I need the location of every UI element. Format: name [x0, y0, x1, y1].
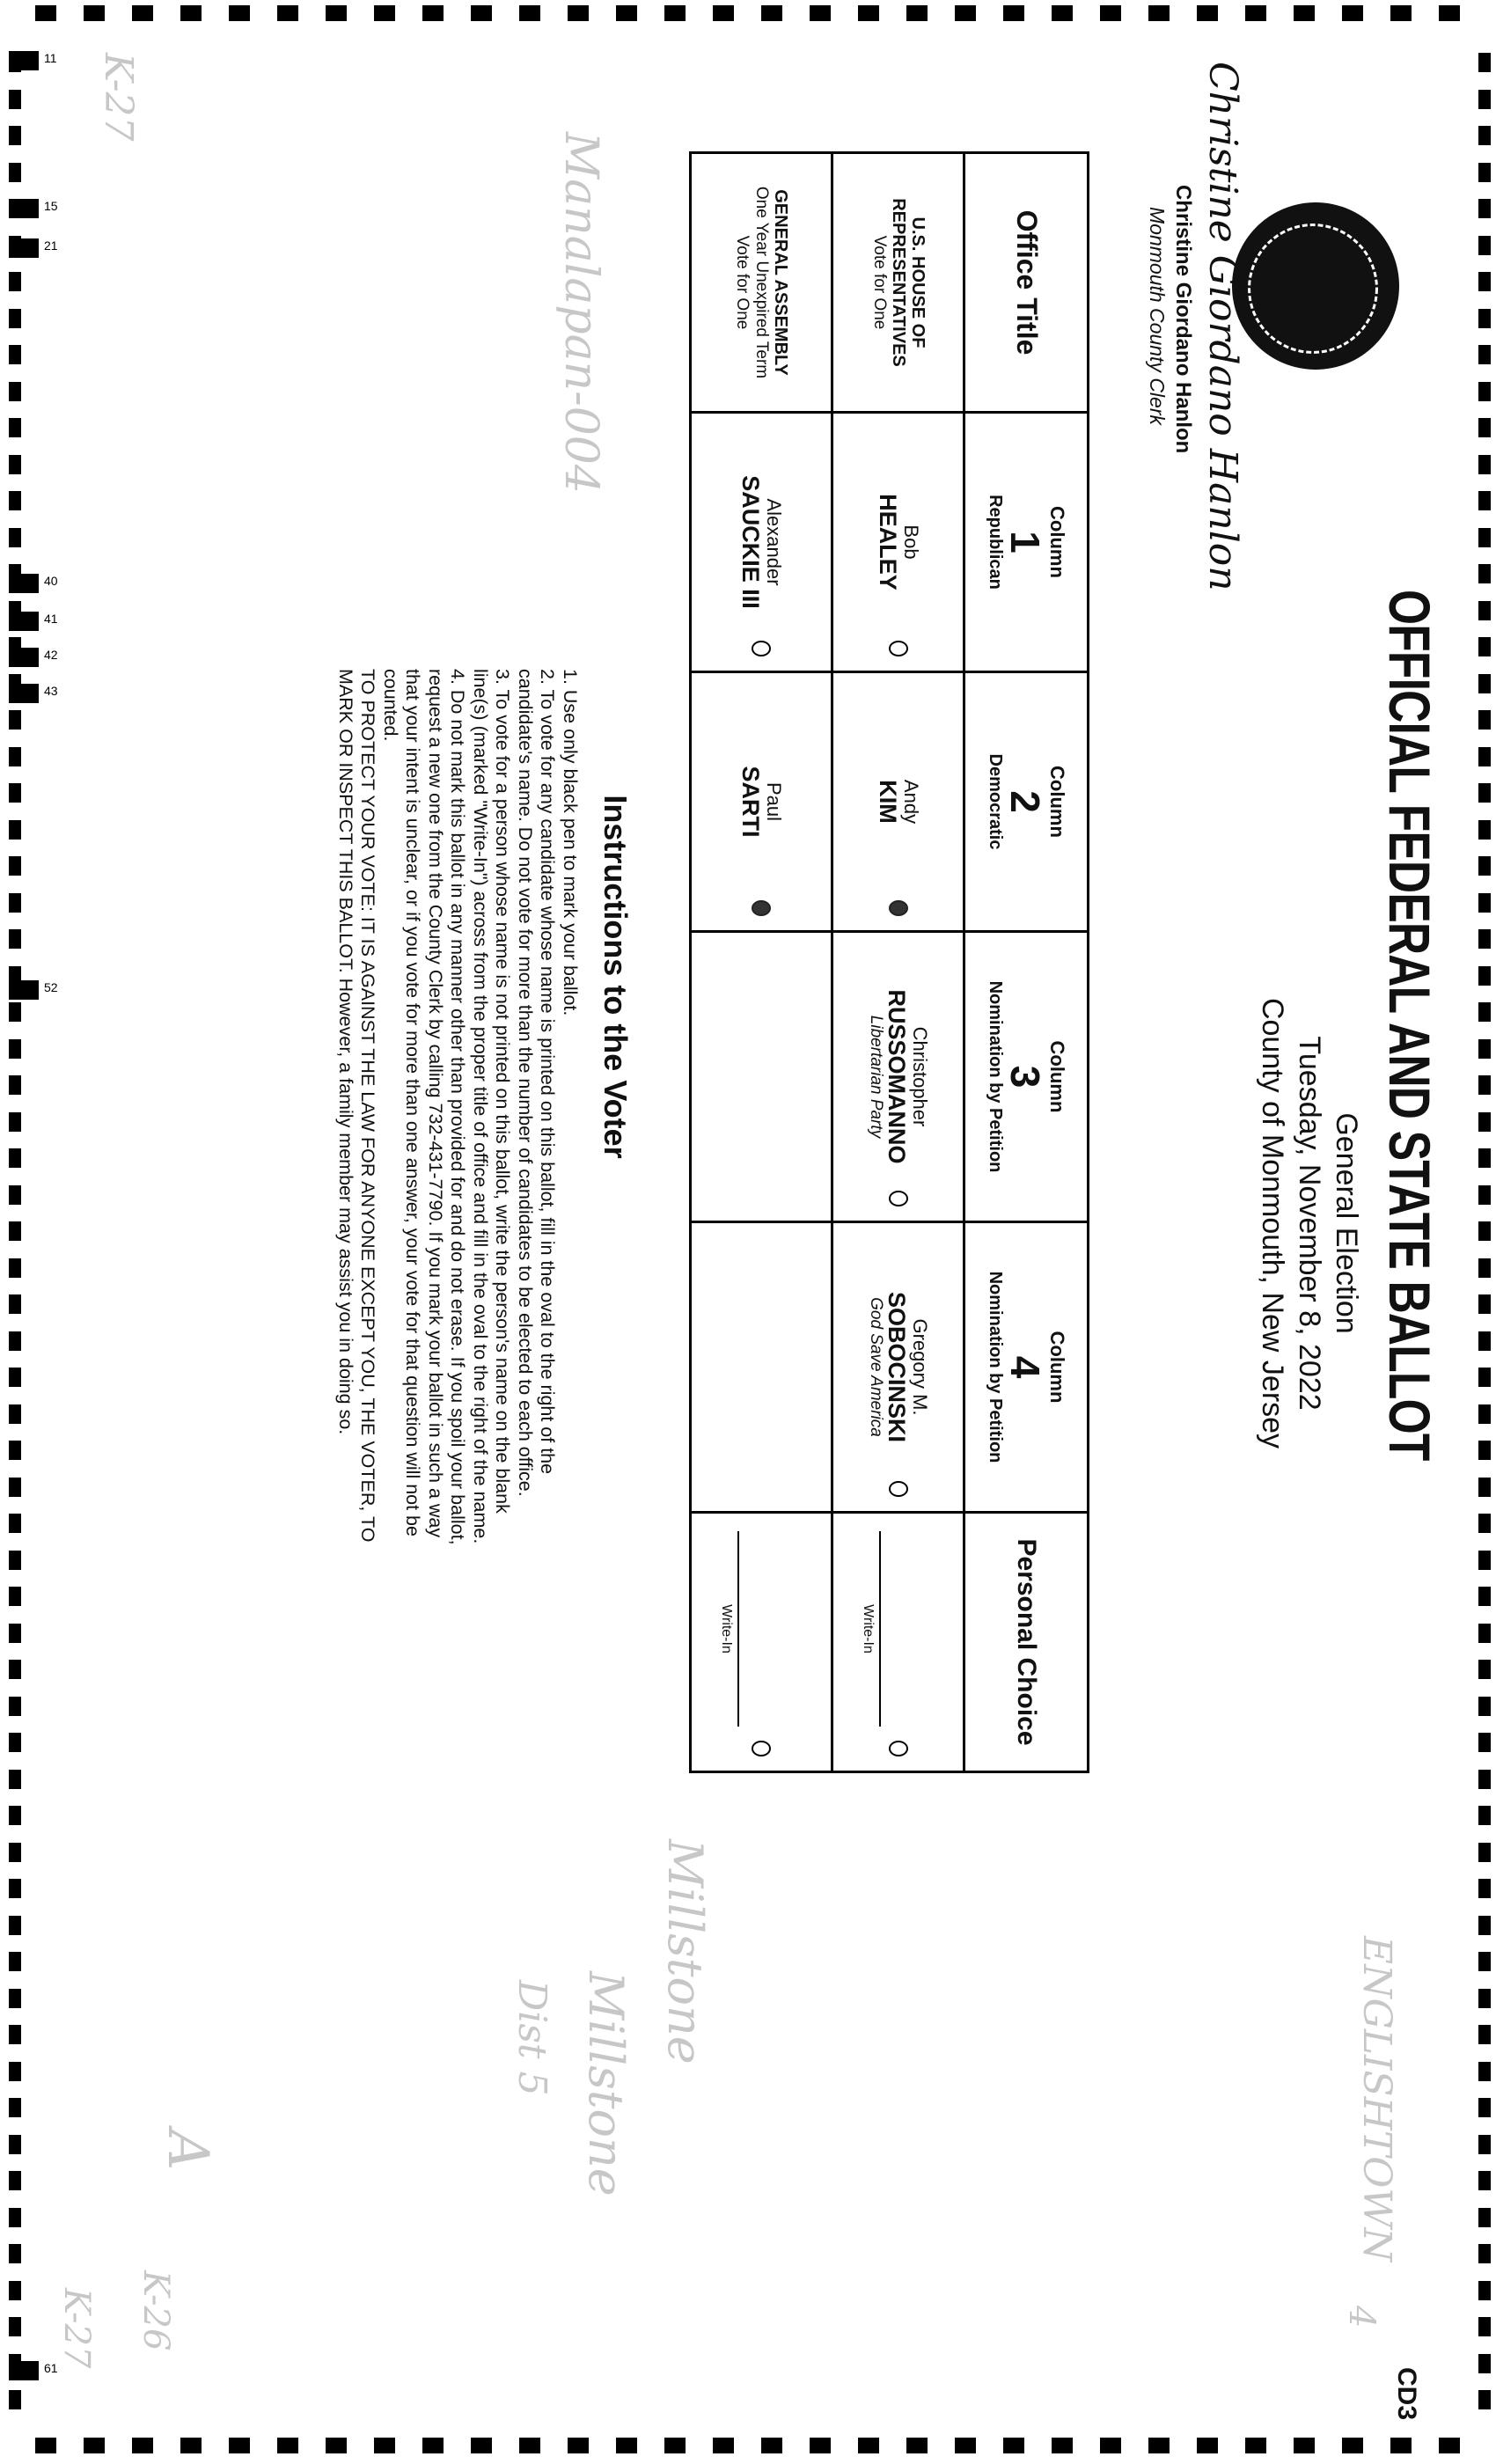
candidate-last-name: SARTI [737, 766, 764, 838]
candidate-first-name: Alexander [762, 498, 785, 586]
candidate-last-name: HEALEY [874, 494, 901, 590]
vote-oval[interactable] [752, 1741, 771, 1756]
candidate-last-name: KIM [874, 780, 901, 824]
clerk-name: Christine Giordano Hanlon [1171, 185, 1195, 454]
ballot-table [689, 151, 1089, 1773]
pencil-note: K-27 [56, 2288, 97, 2369]
instruction-item: 4. Do not mark this ballot in any manner other than provided for and do not erase. If you spoil your ballot, request a new one from the County Clerk by calling 732-431-7790. If you mark your ballot in such a way that your intent is unclear, or if you vote for more than one answer, your vote for that question will not be counted. [380, 669, 469, 1545]
column-number: 4 [1001, 1355, 1048, 1379]
candidate-cell[interactable] [832, 932, 964, 1222]
candidate-last-name: SOBOCINSKI [883, 1291, 910, 1443]
write-in-line[interactable]: Write-In [718, 1531, 739, 1727]
vote-for: Vote for One [732, 235, 752, 330]
office-name: U.S. HOUSE OF REPRESENTATIVES [888, 198, 928, 367]
column-header-2 [964, 672, 1089, 932]
instructions-heading: Instructions to the Voter [598, 795, 634, 1159]
column-word: Column [1045, 766, 1068, 838]
candidate-first-name: Gregory M. [908, 1318, 931, 1416]
column-party: Republican [985, 495, 1005, 590]
column-word: Column [1045, 506, 1068, 578]
column-number: 2 [1001, 790, 1048, 813]
pencil-note: Manalapan-004 [554, 132, 607, 494]
office-subtitle: One Year Unexpired Term [752, 186, 771, 379]
clerk-title: Monmouth County Clerk [1146, 207, 1169, 425]
column-header-row [964, 153, 1089, 1772]
vote-oval[interactable] [889, 1481, 908, 1497]
vote-oval[interactable] [752, 641, 771, 656]
write-in-line[interactable]: Write-In [860, 1531, 881, 1727]
candidate-first-name: Paul [762, 781, 785, 822]
timing-mark-number: 11 [44, 51, 57, 65]
instruction-item: 3. To vote for a person whose name is not printed on this ballot, write the person's name on the blank line(s) (marked "Write-In") across from the proper title of office and fill in the oval to the right of the name. [470, 669, 514, 1544]
column-number: 1 [1001, 531, 1048, 554]
office-row-house [832, 153, 964, 1772]
office-title-header: Office Title [964, 153, 1089, 413]
timing-mark-number: 15 [44, 199, 58, 213]
county-seal [1232, 202, 1399, 370]
pencil-note: A [155, 2130, 220, 2171]
county: County of Monmouth, New Jersey [1256, 997, 1289, 1449]
ballot-code: CD3 [1392, 2367, 1421, 2421]
personal-choice-header: Personal Choice [964, 1513, 1089, 1772]
candidate-first-name: Christopher [908, 1026, 931, 1127]
empty-cell [691, 1222, 832, 1513]
vote-oval[interactable] [889, 641, 908, 656]
pencil-note: Dist 5 [510, 1980, 554, 2096]
vote-oval[interactable] [889, 1741, 908, 1756]
candidate-cell[interactable] [832, 413, 964, 672]
office-title-house [832, 153, 964, 413]
vote-for: Vote for One [869, 235, 889, 330]
column-word: Column [1045, 1040, 1068, 1113]
column-header-4 [964, 1222, 1089, 1513]
timing-mark-number: 43 [44, 684, 58, 698]
column-party: Nomination by Petition [985, 1271, 1005, 1463]
pencil-note: ENGLISHTOWN [1354, 1936, 1399, 2262]
vote-oval-filled[interactable] [889, 900, 908, 916]
instructions-body [334, 669, 582, 1549]
column-header-3 [964, 932, 1089, 1222]
candidate-slogan: Libertarian Party [866, 1015, 885, 1139]
pencil-note: K-26 [136, 2270, 176, 2351]
pencil-note: K-27 [96, 53, 141, 142]
ballot-title: OFFICIAL FEDERAL AND STATE BALLOT [1377, 590, 1442, 1461]
office-row-assembly [691, 153, 832, 1772]
pencil-note: Millstone [657, 1839, 713, 2064]
vote-oval[interactable] [889, 1191, 908, 1206]
timing-mark-number: 52 [44, 980, 58, 994]
instruction-item: 1. Use only black pen to mark your ballot. [560, 669, 581, 1016]
office-name: GENERAL ASSEMBLY [770, 189, 790, 376]
candidate-cell[interactable] [691, 413, 832, 672]
candidate-first-name: Andy [899, 779, 922, 825]
candidate-cell[interactable] [832, 672, 964, 932]
candidate-cell[interactable] [832, 1222, 964, 1513]
timing-mark-number: 21 [44, 238, 58, 253]
timing-mark-number: 41 [44, 612, 58, 626]
election-type: General Election [1330, 1112, 1363, 1334]
vote-oval-filled[interactable] [752, 900, 771, 916]
write-in-cell[interactable] [691, 1513, 832, 1772]
column-header-1 [964, 413, 1089, 672]
pencil-note: 4 [1341, 2306, 1382, 2328]
office-title-assembly [691, 153, 832, 413]
candidate-slogan: God Save America [866, 1297, 885, 1437]
column-number: 3 [1001, 1065, 1048, 1089]
candidate-cell[interactable] [691, 672, 832, 932]
column-word: Column [1045, 1331, 1068, 1404]
timing-mark-number: 40 [44, 574, 58, 588]
write-in-cell[interactable] [832, 1513, 964, 1772]
empty-cell [691, 932, 832, 1222]
instruction-item: 2. To vote for any candidate whose name is printed on this ballot, fill in the oval to the right of the candidate's name. Do not vote for more than the number of candidates to be elected to each office. [515, 669, 559, 1497]
clerk-signature: Christine Giordano Hanlon [1200, 62, 1245, 591]
column-party: Nomination by Petition [985, 980, 1005, 1173]
pencil-note: Millstone [578, 1971, 634, 2196]
timing-mark-number: 61 [44, 2361, 58, 2375]
candidate-last-name: RUSSOMANNO [883, 989, 910, 1164]
election-date: Tuesday, November 8, 2022 [1293, 1036, 1326, 1411]
instruction-item: TO PROTECT YOUR VOTE: IT IS AGAINST THE LAW FOR ANYONE EXCEPT YOU, THE VOTER, TO MARK OR INSPECT THIS BALLOT. However, a family member may assist you in doing so. [335, 669, 379, 1543]
column-party: Democratic [985, 753, 1005, 850]
timing-mark-number: 42 [44, 648, 58, 662]
candidate-first-name: Bob [899, 524, 922, 560]
candidate-last-name: SAUCKIE III [737, 475, 764, 609]
